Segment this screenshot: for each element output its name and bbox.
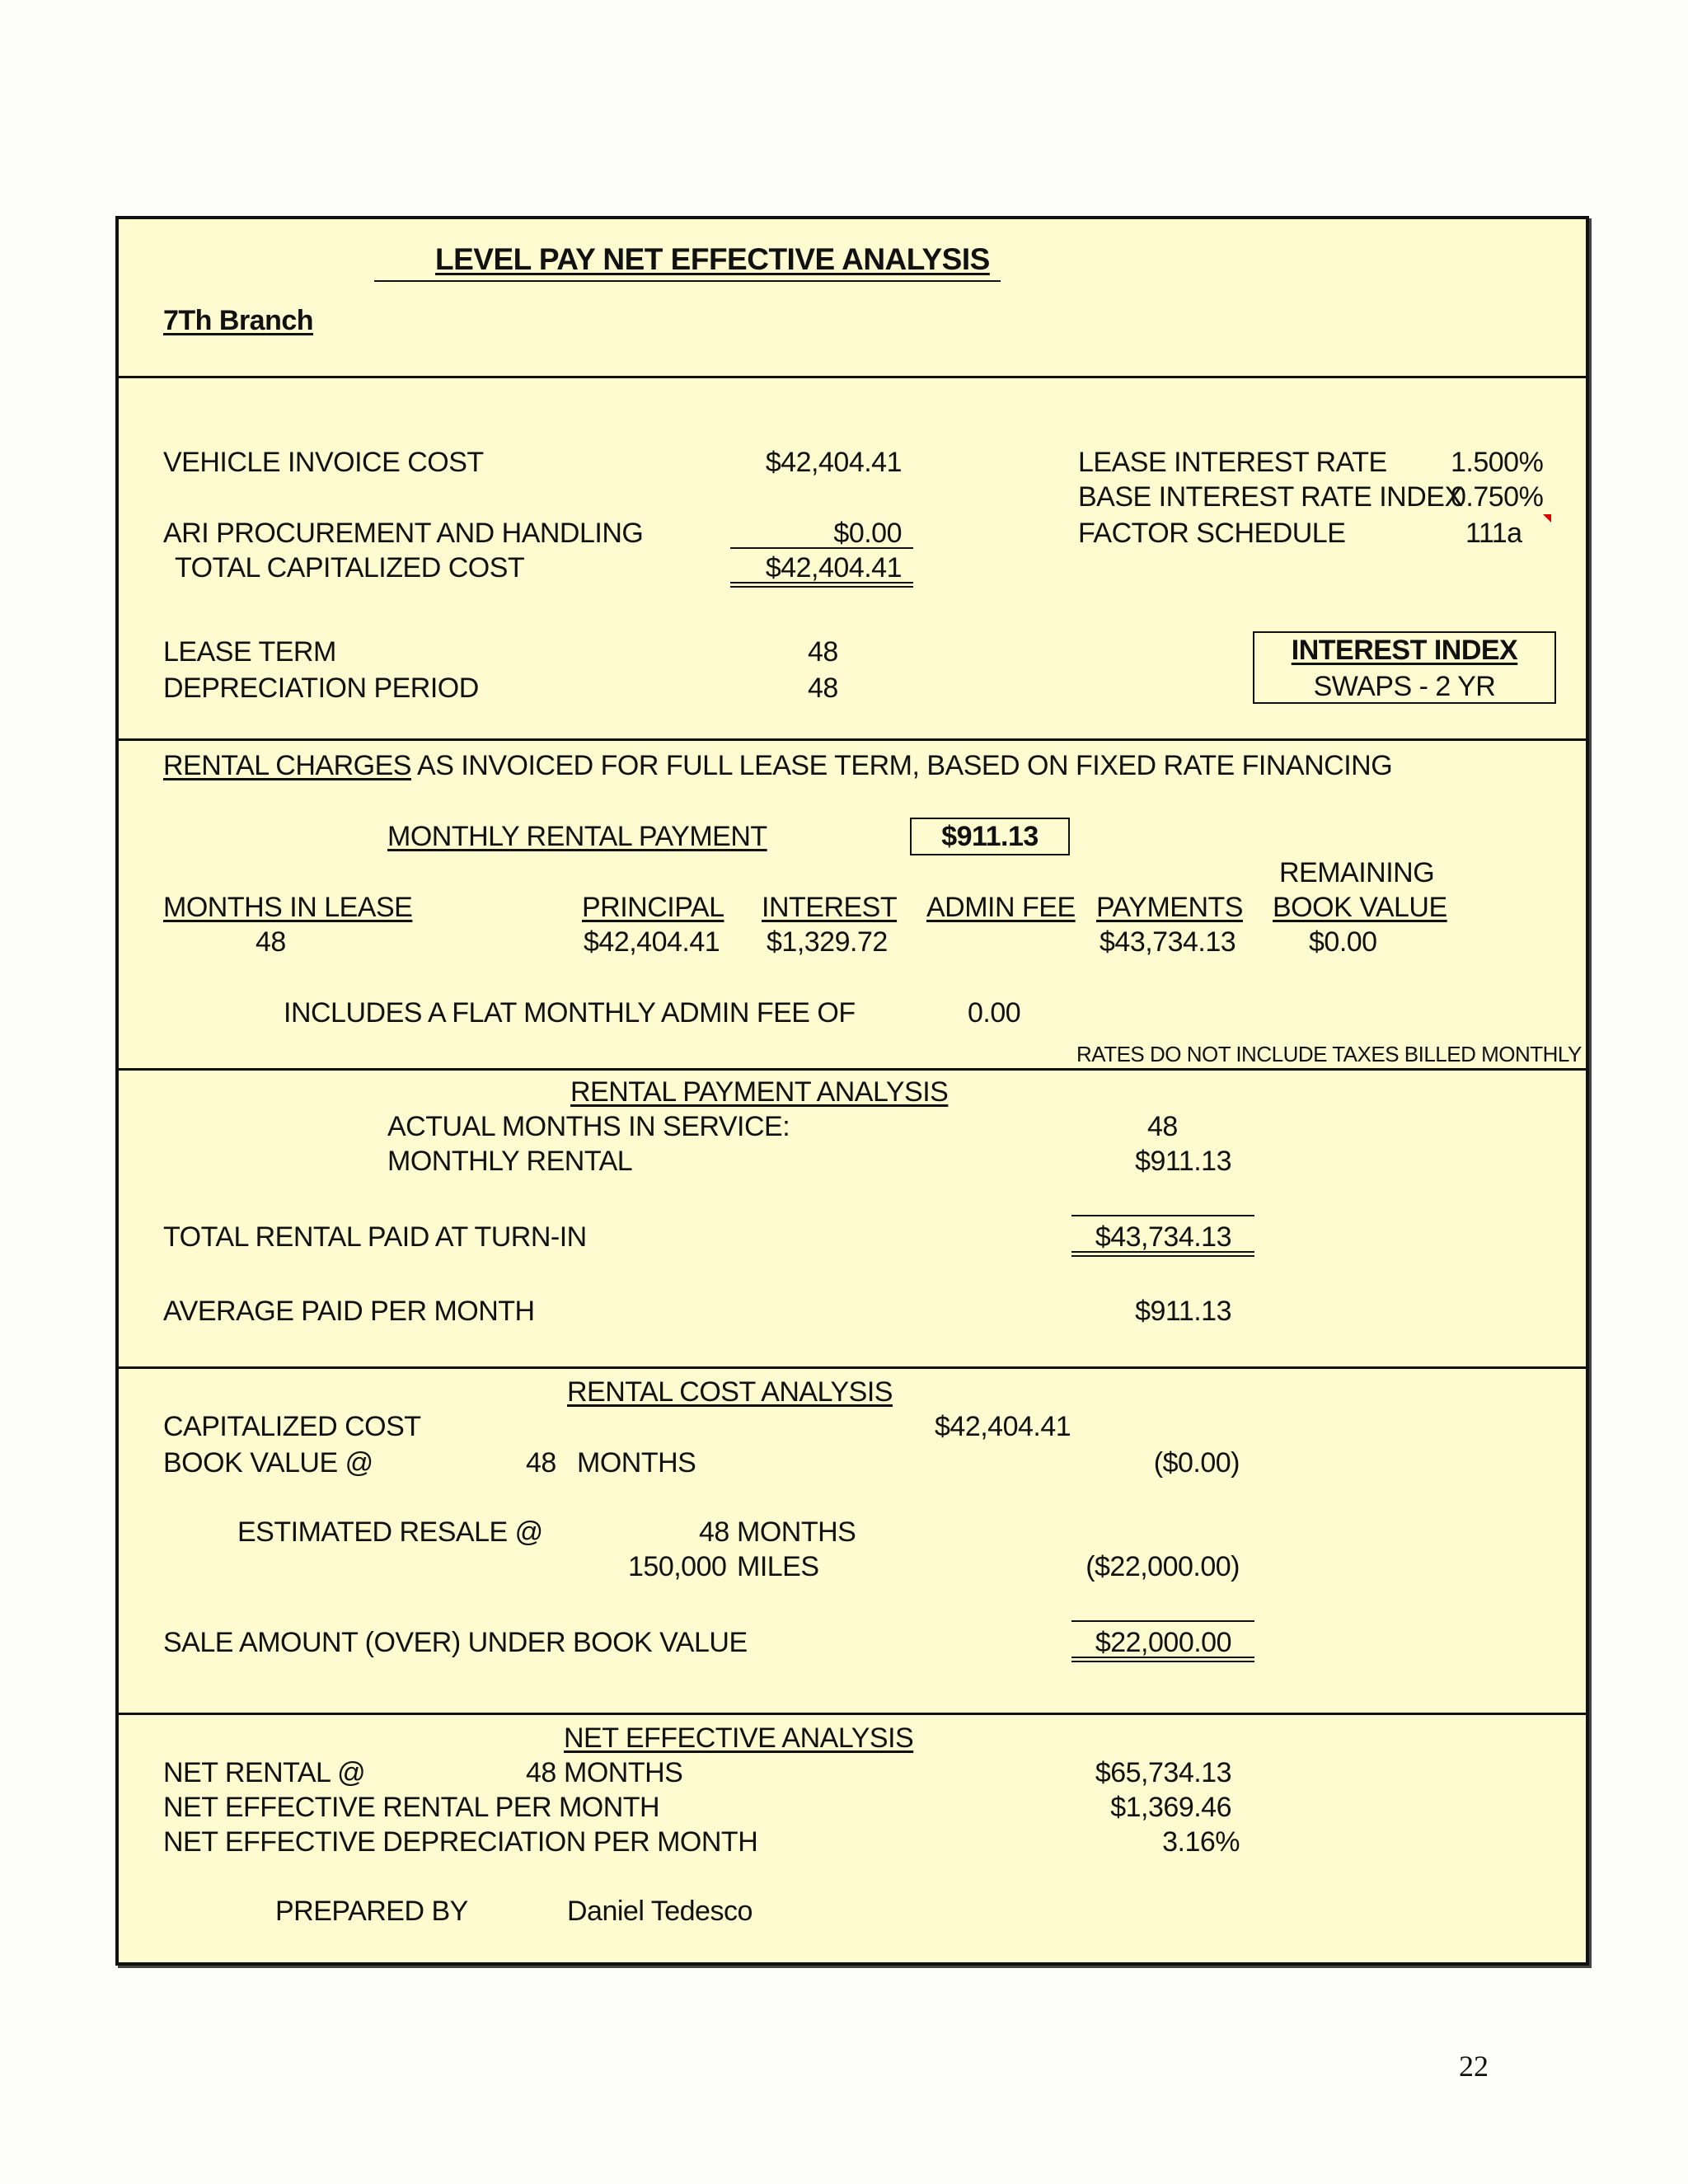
monthly-payment-label: MONTHLY RENTAL PAYMENT [387,821,767,852]
subtotal-line [730,547,913,549]
rental-charges-heading-rest: AS INVOICED FOR FULL LEASE TERM, BASED ON FIXED RATE FINANCING [410,750,1393,781]
lease-term-label: LEASE TERM [163,636,336,668]
interest-index-value: SWAPS - 2 YR [1313,671,1496,702]
cost-analysis-title: RENTAL COST ANALYSIS [567,1376,893,1408]
paid-double-line [1071,1251,1254,1257]
total-paid-label: TOTAL RENTAL PAID AT TURN-IN [163,1221,587,1253]
col-remaining-line1: REMAINING [1279,857,1435,888]
vehicle-invoice-label: VEHICLE INVOICE COST [163,447,484,478]
procurement-value: $0.00 [833,518,902,549]
rental-charges-heading [163,750,1392,782]
lease-term-value: 48 [808,636,838,668]
average-paid-value: $911.13 [1135,1296,1231,1327]
resale-months-word: MONTHS [737,1516,856,1548]
payment-analysis-title: RENTAL PAYMENT ANALYSIS [570,1076,949,1108]
total-double-line [730,582,913,588]
val-book-value: $0.00 [1309,926,1377,958]
section-divider [119,1366,1586,1369]
col-months-in-lease: MONTHS IN LEASE [163,892,413,923]
book-value-months-word: MONTHS [577,1447,696,1479]
rental-charges-heading-underlined: RENTAL CHARGES [163,750,411,781]
admin-fee-label: INCLUDES A FLAT MONTHLY ADMIN FEE OF [284,997,856,1029]
resale-label: ESTIMATED RESALE @ [237,1516,543,1548]
monthly-rental-label: MONTHLY RENTAL [387,1146,633,1177]
analysis-sheet [115,216,1589,1966]
net-per-month-value: $1,369.46 [1110,1792,1231,1823]
base-index-value: 0.750% [1451,481,1544,513]
resale-months: 48 [699,1516,729,1548]
net-per-month-label: NET EFFECTIVE RENTAL PER MONTH [163,1792,660,1823]
section-divider [119,376,1586,378]
actual-months-label: ACTUAL MONTHS IN SERVICE: [387,1111,790,1142]
cap-cost-label: CAPITALIZED COST [163,1411,421,1442]
val-months-in-lease: 48 [256,926,286,958]
average-paid-label: AVERAGE PAID PER MONTH [163,1296,535,1327]
lease-interest-label: LEASE INTEREST RATE [1078,447,1387,478]
book-value-months: 48 [526,1447,556,1479]
prepared-by-label: PREPARED BY [275,1896,468,1927]
sale-amount-label: SALE AMOUNT (OVER) UNDER BOOK VALUE [163,1627,748,1658]
total-cap-label: TOTAL CAPITALIZED COST [175,552,525,583]
sale-double-line [1071,1657,1254,1662]
resale-miles: 150,000 [628,1551,727,1582]
col-principal: PRINCIPAL [582,892,724,923]
val-interest: $1,329.72 [767,926,888,958]
total-paid-value: $43,734.13 [1095,1221,1231,1253]
vehicle-invoice-value: $42,404.41 [765,447,902,478]
page-number: 22 [1459,2050,1489,2083]
net-rental-label: NET RENTAL @ [163,1757,366,1788]
interest-index-box [1253,631,1556,704]
monthly-payment-box [910,818,1070,855]
title-underline-lead [374,280,1001,282]
col-interest: INTEREST [762,892,898,923]
paid-subtotal-line [1071,1215,1254,1216]
procurement-label: ARI PROCUREMENT AND HANDLING [163,518,644,549]
total-cap-value: $42,404.41 [765,552,902,583]
val-payments: $43,734.13 [1100,926,1236,958]
depreciation-label: DEPRECIATION PERIOD [163,673,479,704]
admin-fee-value: 0.00 [968,997,1021,1029]
book-value-value: ($0.00) [1153,1447,1240,1479]
val-principal: $42,404.41 [584,926,720,958]
factor-schedule-label: FACTOR SCHEDULE [1078,518,1346,549]
col-payments: PAYMENTS [1096,892,1243,923]
resale-miles-word: MILES [737,1551,819,1582]
comment-marker-icon[interactable] [1543,514,1551,523]
monthly-rental-value: $911.13 [1135,1146,1231,1177]
cap-cost-value: $42,404.41 [935,1411,1071,1442]
branch-name: 7Th Branch [163,305,314,336]
depreciation-value: 48 [808,673,838,704]
lease-interest-value: 1.500% [1451,447,1544,478]
net-effective-title: NET EFFECTIVE ANALYSIS [564,1722,914,1754]
sale-amount-value: $22,000.00 [1095,1627,1231,1658]
sale-subtotal-line [1071,1620,1254,1622]
section-divider [119,1713,1586,1715]
net-depreciation-label: NET EFFECTIVE DEPRECIATION PER MONTH [163,1826,758,1858]
section-divider [119,1068,1586,1071]
factor-schedule-value: 111a [1465,518,1522,549]
book-value-label: BOOK VALUE @ [163,1447,373,1479]
col-book-value: BOOK VALUE [1273,892,1447,923]
tax-note: RATES DO NOT INCLUDE TAXES BILLED MONTHLY [1076,1042,1582,1066]
net-rental-months-word: MONTHS [564,1757,683,1788]
prepared-by-name: Daniel Tedesco [567,1896,753,1927]
base-index-label: BASE INTEREST RATE INDEX [1078,481,1463,513]
net-rental-value: $65,734.13 [1095,1757,1231,1788]
monthly-payment-value: $911.13 [941,821,1039,852]
interest-index-title: INTEREST INDEX [1291,635,1518,666]
net-rental-months: 48 [526,1757,556,1788]
page-title: LEVEL PAY NET EFFECTIVE ANALYSIS [435,242,990,276]
net-depreciation-value: 3.16% [1162,1826,1240,1858]
actual-months-value: 48 [1147,1111,1178,1142]
col-admin-fee: ADMIN FEE [926,892,1076,923]
resale-value: ($22,000.00) [1085,1551,1240,1582]
section-divider [119,738,1586,741]
